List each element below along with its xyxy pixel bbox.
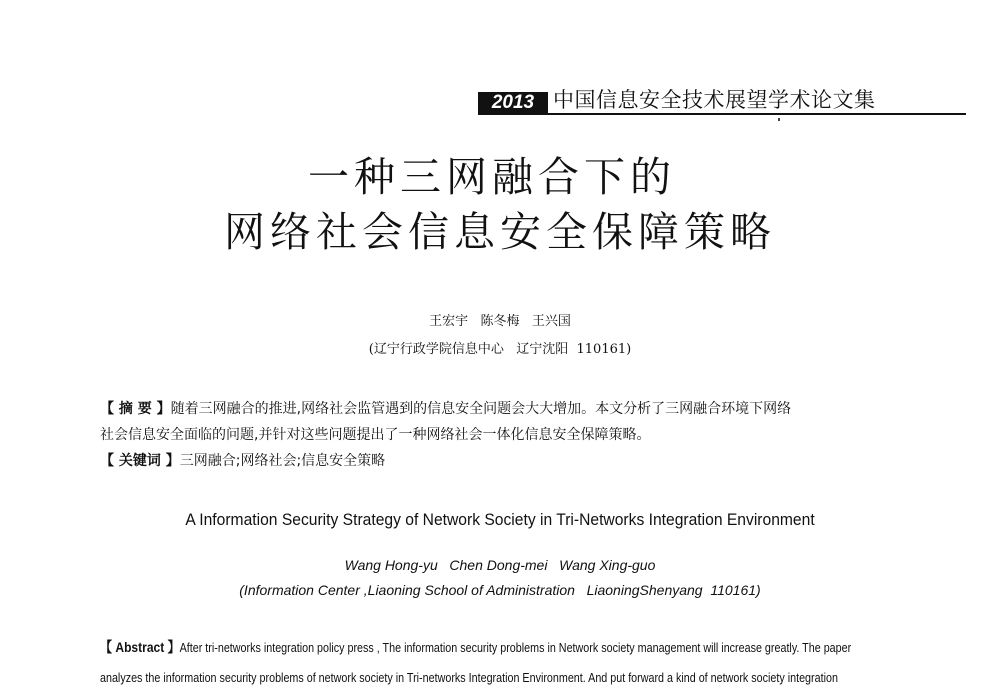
english-abstract-label: 【 Abstract 】 xyxy=(100,639,180,655)
paper-title-line-2: 网络社会信息安全保障策略 xyxy=(224,208,776,256)
keywords-cn-line xyxy=(100,448,920,474)
keywords-cn-label: 【 关键词 】 xyxy=(100,453,180,469)
abstract-cn-text-1: 随着三网融合的推进,网络社会监管遇到的信息安全问题会大大增加。本文分析了三网融合环境下网络 xyxy=(170,401,792,417)
header-rule xyxy=(478,113,966,115)
english-abstract-line-2: analyzes the information security problems of network society in Tri-networks Integration Environment. And put forward a kind of network society integration xyxy=(100,671,838,685)
english-abstract-line-1 xyxy=(100,632,857,663)
english-abstract-text-1: After tri-networks integration policy press , The information security problems in Network society management will increase greatly. The paper xyxy=(179,641,852,655)
abstract-cn-label: 【 摘 要 】 xyxy=(100,401,171,417)
affiliation-cn: (辽宁行政学院信息中心 辽宁沈阳 110161) xyxy=(368,342,632,357)
year-badge: 2013 xyxy=(478,92,548,113)
abstract-cn-line-1 xyxy=(100,396,920,422)
english-affiliation: (Information Center ,Liaoning School of Administration LiaoningShenyang 110161) xyxy=(239,582,761,598)
paper-title-line-1: 一种三网融合下的 xyxy=(308,153,676,201)
series-title: 中国信息安全技术展望学术论文集 xyxy=(553,88,876,112)
english-title: A Information Security Strategy of Network Society in Tri-Networks Integration Environment xyxy=(185,510,815,529)
english-abstract-block xyxy=(100,632,857,693)
abstract-cn-line-2: 社会信息安全面临的问题,并针对这些问题提出了一种网络社会一体化信息安全保障策略。 xyxy=(100,427,651,443)
english-authors: Wang Hong-yu Chen Dong-mei Wang Xing-guo xyxy=(344,557,656,573)
header-tick-mark xyxy=(778,118,780,121)
abstract-cn-block xyxy=(100,396,920,474)
authors-cn: 王宏宇 陈冬梅 王兴国 xyxy=(429,314,571,329)
keywords-cn-text: 三网融合;网络社会;信息安全策略 xyxy=(179,453,386,469)
